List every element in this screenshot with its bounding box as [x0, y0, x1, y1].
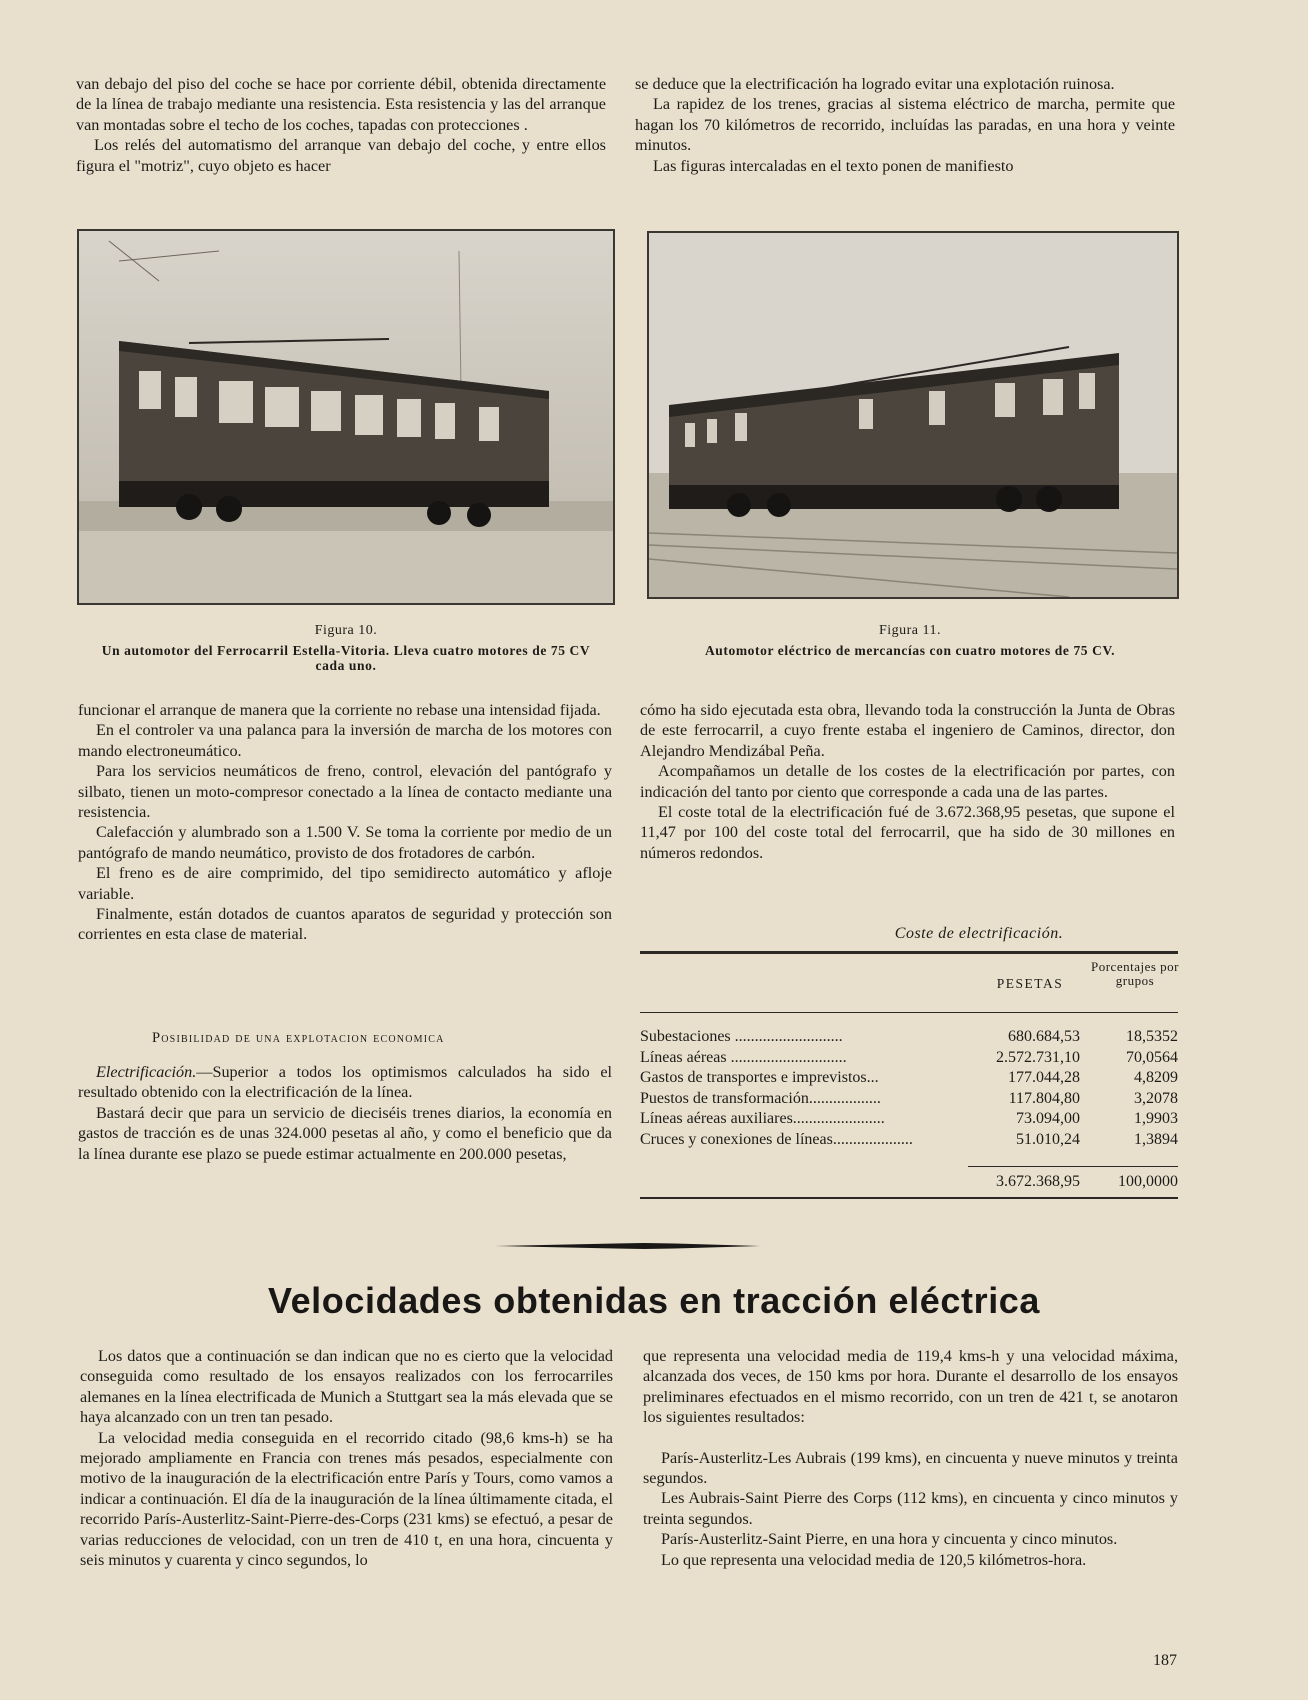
paragraph: Bastará decir que para un servicio de dieciséis trenes diarios, la economía en gastos de tracción es de unas 324.000 pesetas al año, y como el beneficio que da la línea durante ese plazo se puede estimar actualmente en 200.000 pesetas,	[78, 1103, 612, 1163]
page-number: 187	[1153, 1652, 1177, 1669]
figure-label: Figura 11.	[878, 623, 942, 638]
table-row	[640, 1048, 1178, 1069]
paragraph: Las figuras intercaladas en el texto ponen de manifiesto	[653, 156, 1014, 175]
paragraph: Para los servicios neumáticos de freno, control, elevación del pantógrafo y silbato, tienen un moto-compresor conectado a la línea de contacto mediante una resistencia.	[78, 762, 612, 822]
paragraph: Acompañamos un detalle de los costes de la electrificación por partes, con indicación del tanto por ciento que corresponde a cada una de las partes.	[640, 762, 1175, 801]
column-header-percent: Porcentajes por grupos	[1090, 959, 1179, 988]
row-percent: 18,5352	[1126, 1028, 1178, 1046]
paragraph	[78, 1062, 612, 1103]
table-row	[640, 1068, 1178, 1089]
paragraph: En el controler va una palanca para la inversión de marcha de los motores con mando electroneumático.	[78, 721, 612, 760]
ornamental-divider	[495, 1243, 760, 1249]
figure-10-photo	[77, 229, 615, 605]
paragraph: Los datos que a continuación se dan indican que no es cierto que la velocidad conseguida como resultado de los ensayos realizados con los ferrocarriles alemanes en la línea electrificada de Munich a Stuttgart sea la más elevada que se haya alcanzado con un tren tan pesado.	[80, 1347, 613, 1427]
text-column-middle-right	[640, 700, 1175, 863]
row-percent: 4,8209	[1134, 1069, 1178, 1087]
paragraph: Los relés del automatismo del arranque van debajo del coche, y entre ellos figura el "motriz", cuyo objeto es hacer	[76, 136, 606, 175]
row-label: Gastos de transportes e imprevistos...	[640, 1069, 879, 1087]
row-label: Subestaciones ...........................	[640, 1028, 843, 1046]
row-label: Cruces y conexiones de líneas....................	[640, 1130, 913, 1148]
paragraph: se deduce que la electrificación ha logrado evitar una explotación ruinosa.	[635, 75, 1115, 93]
figure-10-caption	[90, 623, 602, 673]
table-row	[640, 1130, 1178, 1151]
paragraph: funcionar el arranque de manera que la corriente no rebase una intensidad fijada.	[78, 701, 601, 719]
paragraph: Finalmente, están dotados de cuantos aparatos de seguridad y protección son corrientes en esta clase de material.	[78, 905, 612, 944]
row-label: Líneas aéreas .............................	[640, 1048, 847, 1066]
paragraph: La velocidad media conseguida en el recorrido citado (98,6 kms-h) se ha mejorado ampliamente en Francia con trenes más pesados, especialmente con motivo de la inauguración de la electrificación entre París y Tours, como vamos a indicar a continuación. El día de la inauguración de la línea últimamente citada, el recorrido París-Austerlitz-Saint-Pierre-des-Corps (231 kms) se efectuó, a pesar de varias reducciones de velocidad, con un tren de 410 t, en una hora, cincuenta y seis minutos y cuarenta y cinco segundos, lo	[80, 1428, 613, 1570]
row-pesetas: 73.094,00	[1016, 1110, 1080, 1128]
row-label: Puestos de transformación..................	[640, 1089, 881, 1107]
column-header-pesetas: PESETAS	[996, 976, 1064, 991]
paragraph: Lo que representa una velocidad media de 120,5 kilómetros-hora.	[661, 1550, 1087, 1569]
table-top-rule	[640, 951, 1178, 954]
row-pesetas: 2.572.731,10	[996, 1048, 1080, 1066]
table-body	[640, 1027, 1178, 1150]
table-row	[640, 1109, 1178, 1130]
row-label: Líneas aéreas auxiliares.......................	[640, 1110, 885, 1128]
cost-table	[640, 925, 1178, 1199]
text-column-top-right	[635, 74, 1175, 176]
lead-term: Electrificación.	[96, 1063, 197, 1081]
figure-label: Figura 10.	[314, 623, 378, 638]
paragraph: van debajo del piso del coche se hace por corriente débil, obtenida directamente de la línea de trabajo mediante una resistencia. Esta resistencia y las del arranque van montadas sobre el techo de los coches, tapadas con protecciones .	[76, 75, 606, 134]
paragraph: París-Austerlitz-Les Aubrais (199 kms), en cincuenta y nueve minutos y treinta segundos.	[643, 1448, 1178, 1488]
text-column-section	[78, 1062, 612, 1164]
caption-text: Un automotor del Ferrocarril Estella-Vitoria. Lleva cuatro motores de 75 CV cada uno.	[101, 643, 591, 673]
text-column-bottom-right	[643, 1346, 1178, 1570]
figure-11-photo	[647, 231, 1179, 599]
paragraph: Les Aubrais-Saint Pierre des Corps (112 kms), en cincuenta y cinco minutos y treinta segundos.	[643, 1489, 1178, 1528]
paragraph: El freno es de aire comprimido, del tipo semidirecto automático y afloje variable.	[78, 864, 612, 903]
article-title: Velocidades obtenidas en tracción eléctrica	[267, 1280, 1041, 1321]
paragraph: cómo ha sido ejecutada esta obra, llevando toda la construcción la Junta de Obras de este ferrocarril, a cuyo frente estaba el ingeniero de Caminos, director, don Alejandro Mendizábal Peña.	[640, 701, 1175, 760]
text-column-top-left	[76, 74, 606, 176]
total-pesetas: 3.672.368,95	[996, 1173, 1080, 1190]
row-percent: 1,3894	[1134, 1130, 1178, 1148]
table-total-row	[640, 1173, 1178, 1191]
row-pesetas: 51.010,24	[1016, 1130, 1080, 1148]
table-row	[640, 1027, 1178, 1048]
paragraph: Calefacción y alumbrado son a 1.500 V. Se toma la corriente por medio de un pantógrafo de mando neumático, provisto de dos frotadores de carbón.	[78, 823, 612, 862]
paragraph: La rapidez de los trenes, gracias al sistema eléctrico de marcha, permite que hagan los 70 kilómetros de recorrido, incluídas las paradas, en una hora y veinte minutos.	[635, 95, 1175, 155]
text-column-bottom-left	[80, 1346, 613, 1570]
total-rule	[968, 1166, 1178, 1167]
text-column-middle-left	[78, 700, 612, 945]
table-header	[640, 960, 1178, 1013]
paragraph: París-Austerlitz-Saint Pierre, en una hora y cincuenta y cinco minutos.	[661, 1530, 1118, 1549]
figure-11-caption	[640, 623, 1180, 658]
row-pesetas: 177.044,28	[1008, 1069, 1080, 1087]
paragraph-body: —Superior a todos los optimismos calculados ha sido el resultado obtenido con la electrificación de la línea.	[78, 1063, 612, 1102]
paragraph: El coste total de la electrificación fué de 3.672.368,95 pesetas, que supone el 11,47 por 100 del coste total del ferrocarril, que ha sido de 30 millones en números redondos.	[640, 803, 1175, 862]
paragraph: que representa una velocidad media de 119,4 kms-h y una velocidad máxima, alcanzada dos veces, de 150 kms por hora. Durante el desarrollo de los ensayos preliminares efectuados en el mismo recorrido, con un tren de 421 t, se anotaron los siguientes resultados:	[643, 1347, 1178, 1427]
row-percent: 1,9903	[1134, 1110, 1178, 1128]
row-pesetas: 680.684,53	[1008, 1028, 1080, 1046]
row-percent: 70,0564	[1126, 1048, 1178, 1066]
section-heading: Posibilidad de una explotacion economica	[152, 1030, 445, 1046]
row-pesetas: 117.804,80	[1008, 1089, 1080, 1107]
table-title: Coste de electrificación.	[894, 925, 1064, 942]
table-bottom-rule	[640, 1197, 1178, 1199]
caption-text: Automotor eléctrico de mercancías con cuatro motores de 75 CV.	[704, 643, 1116, 658]
table-row	[640, 1089, 1178, 1110]
total-percent: 100,0000	[1118, 1173, 1178, 1190]
row-percent: 3,2078	[1134, 1089, 1178, 1107]
